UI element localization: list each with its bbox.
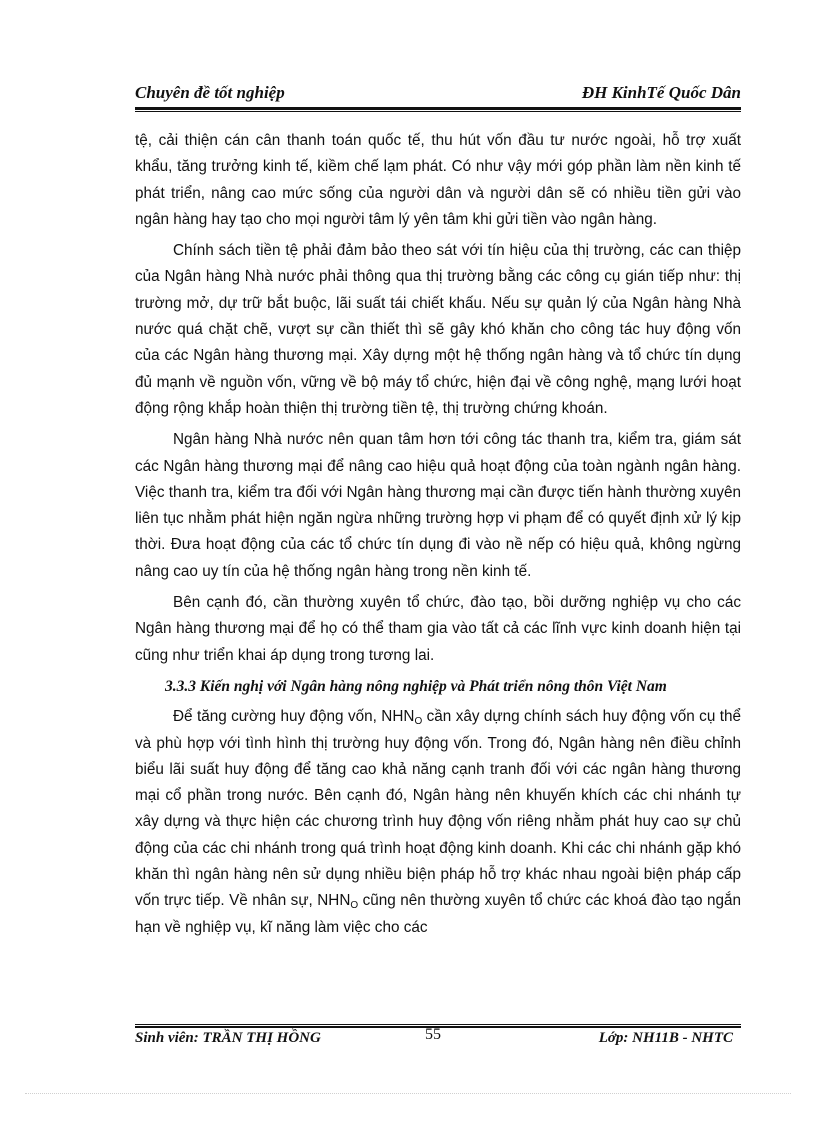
header-rule <box>135 107 741 110</box>
paragraph-4: Bên cạnh đó, cần thường xuyên tổ chức, đào tạo, bồi dưỡng nghiệp vụ cho các Ngân hàng thương mại để họ có thể tham gia vào tất cả các lĩnh vực kinh doanh hiện tại cũng như triển khai áp dụng trong tương lai. <box>135 594 741 664</box>
header-rule-thin <box>135 111 741 112</box>
subscript-o: O <box>414 716 423 728</box>
header-title-right: ĐH KinhTế Quốc Dân <box>581 83 741 102</box>
footer-class: Lớp: NH11B - NHTC <box>598 1030 733 1046</box>
subscript-o: O <box>350 900 359 912</box>
footer-rule-thin <box>135 1024 741 1025</box>
section-heading: 3.3.3 Kiến nghị với Ngân hàng nông nghiệp và Phát triển nông thôn Việt Nam <box>165 677 667 695</box>
paragraph-5-part-b: cần xây dựng chính sách huy động vốn cụ thể và phù hợp với tình hình thị trường huy động vốn. Trong đó, Ngân hàng nên điều chỉnh biểu lãi suất huy động để tăng cao khả năng cạnh tranh đối với các ngân hàng thương mại cổ phần trong nước. Bên cạnh đó, Ngân hàng nên khuyến khích các chi nhánh tự xây dựng và thực hiện các chương trình huy động vốn riêng nhằm phát huy cao sự chủ động của các chi nhánh trong quá trình hoạt động kinh doanh. Khi các chi nhánh gặp khó khăn thì ngân hàng nên sử dụng nhiều biện pháp hỗ trợ khác nhau ngoài biện pháp cấp vốn trực tiếp. Về nhân sự, NHN <box>135 708 741 910</box>
paragraph-5 <box>135 704 741 941</box>
paragraph-1: tệ, cải thiện cán cân thanh toán quốc tế, thu hút vốn đầu tư nước ngoài, hỗ trợ xuất khẩu, tăng trưởng kinh tế, kiềm chế lạm phát. Có như vậy mới góp phần làm nền kinh tế phát triển, nâng cao mức sống của người dân và người dân sẽ có nhiều tiền gửi vào ngân hàng hay tạo cho mọi người tâm lý yên tâm khi gửi tiền vào ngân hàng. <box>135 132 741 228</box>
page-footer <box>135 1028 741 1050</box>
paragraph-5-part-c: cũng nên thường xuyên tổ chức các khoá đào tạo ngắn hạn về nghiệp vụ, kĩ năng làm việc cho các <box>135 892 741 936</box>
paragraph-5-part-a: Để tăng cường huy động vốn, NHN <box>173 708 415 726</box>
document-body <box>135 128 741 946</box>
page-edge-dotted-line <box>25 1093 791 1094</box>
paragraph-3: Ngân hàng Nhà nước nên quan tâm hơn tới công tác thanh tra, kiểm tra, giám sát các Ngân hàng thương mại để nâng cao hiệu quả hoạt động của toàn ngành ngân hàng. Việc thanh tra, kiểm tra đối với Ngân hàng thương mại cần được tiến hành thường xuyên liên tục nhằm phát hiện ngăn ngừa những trường hợp vi phạm để có quyết định xử lý kịp thời. Đưa hoạt động của các tổ chức tín dụng đi vào nề nếp có hiệu quả, không ngừng nâng cao uy tín của hệ thống ngân hàng trong nền kinh tế. <box>135 431 741 580</box>
header-title-left: Chuyên đề tốt nghiệp <box>135 83 285 102</box>
page-header <box>135 83 741 103</box>
footer-student: Sinh viên: TRẦN THỊ HỒNG <box>135 1030 321 1046</box>
paragraph-2: Chính sách tiền tệ phải đảm bảo theo sát với tín hiệu của thị trường, các can thiệp của Ngân hàng Nhà nước phải thông qua thị trường bằng các công cụ gián tiếp như: thị trường mở, dự trữ bắt buộc, lãi suất tái chiết khấu. Nếu sự quản lý của Ngân hàng Nhà nước quá chặt chẽ, vượt sự cần thiết thì sẽ gây khó khăn cho công tác huy động vốn của các Ngân hàng thương mại. Xây dựng một hệ thống ngân hàng và tổ chức tín dụng đủ mạnh về nguồn vốn, vững về bộ máy tổ chức, hiện đại về công nghệ, mạng lưới hoạt động rộng khắp hoàn thiện thị trường tiền tệ, thị trường chứng khoán. <box>135 242 741 417</box>
page-number: 55 <box>425 1026 441 1043</box>
